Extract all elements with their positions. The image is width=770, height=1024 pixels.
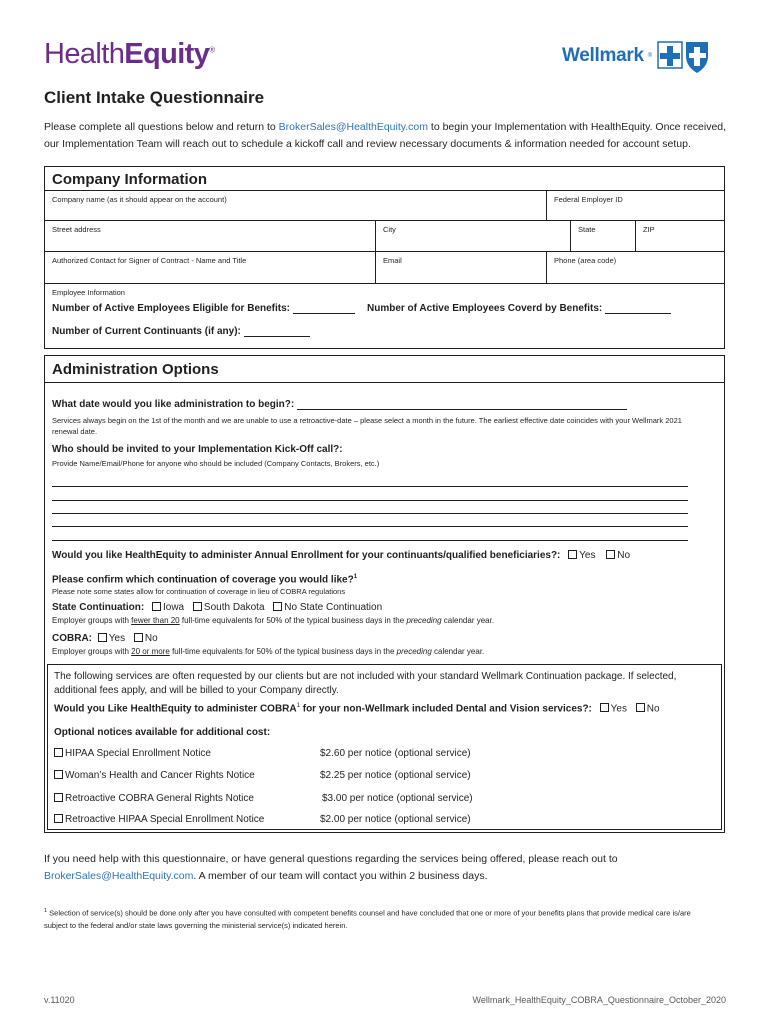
optional-services-box: The following services are often requested by our clients but are not included with your standard Wellmark Continuation package. If selected, additional fees apply, and will be billed to your Company directly. Would you Like HealthEquity to administer COBRA$^1$ for your non-Wellmark included Dental and Vision services?: Yes No Optional notices available for additional cost: HIPAA Special Enrollment Notice $2.60 per notice (optional service) Woman’s Health and Cancer Rights Notice $2.25 per notice (optional service) Retroactive COBRA General Rights Notice $3.00 per notice (optional service) Retroactive HIPAA Special Enrollment Notice $2.00 per notice (optional service)	[47, 664, 722, 830]
notices-heading: Optional notices available for additional cost:	[54, 727, 271, 738]
company-information-section	[44, 166, 725, 349]
intro-paragraph: Please complete all questions below and return to BrokerSales@HealthEquity.com to begin your Implementation with HealthEquity. Once received, our Implementation Team will reach out to schedule a kickoff call and review necessary documents & information needed for account setup.	[44, 121, 727, 150]
blue-cross-blue-shield-icon	[656, 38, 712, 74]
help-paragraph: If you need help with this questionnaire, or have general questions regarding the services being offered, please reach out to BrokerSales@HealthEquity.com. A member of our team will contact you within 2 business days.	[44, 853, 618, 882]
cobra-rule: Employer groups with 20 or more full-time equivalents for 50% of the typical business days in the preceding calendar year.	[52, 647, 485, 656]
administration-options-heading: Administration Options	[45, 356, 724, 383]
zip-field[interactable]: ZIP	[643, 225, 655, 234]
kickoff-line[interactable]	[52, 500, 688, 501]
kickoff-question: Who should be invited to your Implementation Kick-Off call?:	[52, 444, 343, 455]
phone-field[interactable]: Phone (area code)	[554, 256, 617, 265]
cobra-no-checkbox[interactable]	[134, 633, 143, 642]
notice-checkbox[interactable]	[54, 748, 63, 757]
state-rule: Employer groups with fewer than 20 full-time equivalents for 50% of the typical business days in the preceding calendar year.	[52, 616, 495, 625]
covered-count-input[interactable]	[605, 313, 671, 314]
company-name-field[interactable]: Company name (as it should appear on the account)	[45, 191, 547, 220]
optional-cobra-yes-checkbox[interactable]	[600, 703, 609, 712]
kickoff-note: Provide Name/Email/Phone for anyone who should be included (Company Contacts, Brokers, etc.)	[52, 459, 380, 468]
employee-information-block: Employee Information Number of Active Employees Eligible for Benefits: Number of Active Employees Coverd by Benefits: Number of Current Continuants (if any):	[45, 284, 724, 348]
notice-row: HIPAA Special Enrollment Notice	[54, 748, 211, 759]
wellmark-logo: Wellmark ®	[562, 38, 712, 74]
company-information-heading: Company Information	[45, 167, 724, 191]
help-email-link[interactable]: BrokerSales@HealthEquity.com	[44, 870, 194, 882]
page-title: Client Intake Questionnaire	[44, 88, 265, 107]
state-south-dakota-checkbox[interactable]	[193, 602, 202, 611]
street-address-field[interactable]: Street address	[45, 221, 376, 251]
city-field[interactable]: City	[376, 221, 571, 251]
continuants-count-input[interactable]	[244, 336, 310, 337]
eligible-count-input[interactable]	[293, 313, 355, 314]
version-label: v.11020	[44, 995, 75, 1005]
optional-cobra-no-checkbox[interactable]	[636, 703, 645, 712]
cobra-yes-checkbox[interactable]	[98, 633, 107, 642]
kickoff-line[interactable]	[52, 486, 688, 487]
kickoff-line[interactable]	[52, 540, 688, 541]
kickoff-line[interactable]	[52, 513, 688, 514]
notice-row: Retroactive HIPAA Special Enrollment Notice	[54, 814, 264, 825]
notice-row: Woman’s Health and Cancer Rights Notice	[54, 770, 255, 781]
notice-checkbox[interactable]	[54, 770, 63, 779]
state-iowa-checkbox[interactable]	[152, 602, 161, 611]
start-date-input[interactable]	[297, 409, 627, 410]
email-field[interactable]: Email	[376, 252, 547, 283]
notice-checkbox[interactable]	[54, 793, 63, 802]
healthequity-logo: HealthEquity®	[44, 38, 215, 70]
authorized-contact-field[interactable]: Authorized Contact for Signer of Contract - Name and Title	[45, 252, 376, 283]
enroll-no-checkbox[interactable]	[606, 550, 615, 559]
continuation-note: Please note some states allow for continuation of coverage in lieu of COBRA regulations	[52, 587, 346, 596]
optional-intro: The following services are often requested by our clients but are not included with your standard Wellmark Continuation package. If selected, additional fees apply, and will be billed to your Company directly.	[54, 671, 677, 696]
notice-row: Retroactive COBRA General Rights Notice	[54, 793, 254, 804]
broker-email-link[interactable]: BrokerSales@HealthEquity.com	[278, 121, 428, 133]
start-date-note: Services always begin on the 1st of the month and we are unable to use a retroactive-date – please select a month in the future. The earliest effective date coincides with your Wellmark 2021 renewal date.	[52, 416, 682, 436]
fein-field[interactable]: Federal Employer ID	[554, 195, 623, 204]
administration-options-section: Administration Options What date would you like administration to begin?: Services always begin on the 1st of the month and we are unable to use a retroactive-date – please select a month in the future. The earliest effective date coincides with your Wellmark 2021 renewal date. Who should be invited to your Implementation Kick-Off call?: Provide Name/Email/Phone for anyone who should be included (Company Contacts, Brokers, etc.) Would you like HealthEquity to administer Annual Enrollment for your continuants/qualified beneficiaries?: Yes No Please confirm which continuation of coverage you would like?$^1$ Please note some states allow for continuation of coverage in lieu of COBRA regulations State Continuation: Iowa South Dakota No State Continuation Employer groups with fewer than 20 full-time equivalents for 50% of the typical business days in the preceding calendar year. COBRA: Yes No Employer groups with 20 or more full-time equivalents for 50% of the typical business days in the preceding calendar year. The following services are often requested by our clients but are not included with your standard Wellmark Continuation package. If selected, additional fees apply, and will be billed to your Company directly. Would you Like HealthEquity to administer COBRA$^1$ for your non-Wellmark included Dental and Vision services?: Yes No Optional notices available for additional cost: HIPAA Special Enrollment Notice $2.60 per notice (optional service) Woman’s Health and Cancer Rights Notice $2.25 per notice (optional service) Retroactive COBRA General Rights Notice $3.00 per notice (optional service) Retroactive HIPAA Special Enrollment Notice $2.00 per notice (optional service)	[44, 355, 725, 833]
document-filename: Wellmark_HealthEquity_COBRA_Questionnaire_October_2020	[472, 995, 726, 1005]
state-field[interactable]: State	[571, 221, 636, 251]
kickoff-line[interactable]	[52, 526, 688, 527]
state-none-checkbox[interactable]	[273, 602, 282, 611]
enroll-yes-checkbox[interactable]	[568, 550, 577, 559]
footnote: $^1$ Selection of service(s) should be done only after you have consulted with competent benefits counsel and have concluded that one or more of your benefits plans that provide medical care is/are subject to the federal and/or state laws governing the ministerial service(s) indicated herein.	[44, 908, 691, 930]
notice-checkbox[interactable]	[54, 814, 63, 823]
